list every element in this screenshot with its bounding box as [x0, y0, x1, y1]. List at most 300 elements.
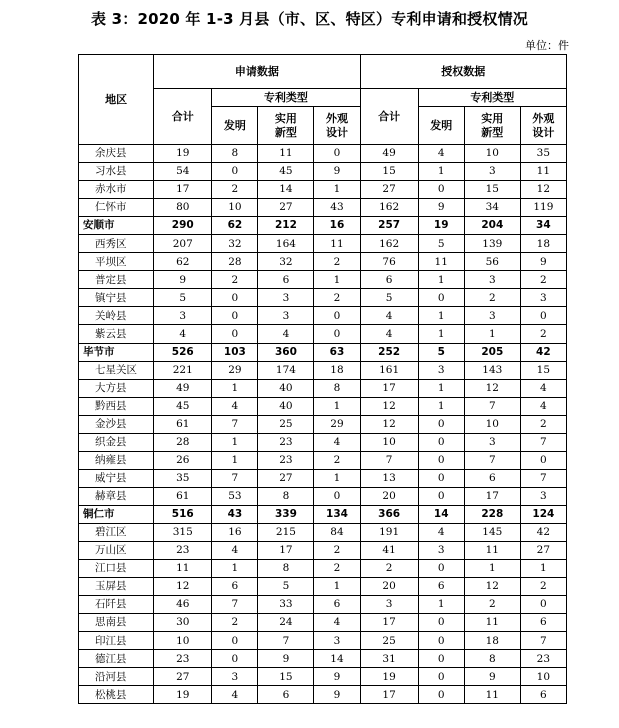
apply-value-cell: 14: [314, 650, 360, 668]
region-name-cell: 赤水市: [79, 181, 154, 199]
table-header: [79, 55, 567, 145]
apply-value-cell: 11: [258, 145, 314, 163]
apply-value-cell: 5: [258, 578, 314, 596]
table-row: [79, 415, 567, 433]
grant-value-cell: 228: [464, 505, 520, 523]
apply-value-cell: 35: [154, 469, 212, 487]
grant-value-cell: 204: [464, 217, 520, 235]
table-row: [79, 433, 567, 451]
city-row: [79, 217, 567, 235]
region-name-cell: 紫云县: [79, 325, 154, 343]
apply-value-cell: 62: [212, 217, 258, 235]
table-row: [79, 668, 567, 686]
apply-value-cell: 4: [212, 397, 258, 415]
apply-value-cell: 207: [154, 235, 212, 253]
region-name-cell: 平坝区: [79, 253, 154, 271]
apply-value-cell: 32: [258, 253, 314, 271]
apply-value-cell: 103: [212, 343, 258, 361]
apply-value-cell: 16: [314, 217, 360, 235]
apply-value-cell: 526: [154, 343, 212, 361]
apply-value-cell: 63: [314, 343, 360, 361]
region-name-cell: 安顺市: [79, 217, 154, 235]
table-row: [79, 397, 567, 415]
apply-value-cell: 1: [314, 397, 360, 415]
apply-value-cell: 0: [212, 163, 258, 181]
grant-value-cell: 10: [360, 433, 418, 451]
grant-value-cell: 1: [418, 307, 464, 325]
grant-value-cell: 2: [520, 271, 566, 289]
header-region: 地区: [79, 55, 154, 145]
apply-value-cell: 15: [258, 668, 314, 686]
table-row: [79, 650, 567, 668]
apply-value-cell: 6: [314, 596, 360, 614]
apply-value-cell: 215: [258, 523, 314, 541]
grant-value-cell: 0: [418, 181, 464, 199]
header-apply-total: 合计: [154, 89, 212, 145]
grant-value-cell: 17: [360, 379, 418, 397]
region-name-cell: 赫章县: [79, 487, 154, 505]
grant-value-cell: 42: [520, 523, 566, 541]
apply-value-cell: 9: [258, 650, 314, 668]
region-name-cell: 纳雍县: [79, 451, 154, 469]
grant-value-cell: 20: [360, 578, 418, 596]
apply-value-cell: 12: [154, 578, 212, 596]
grant-value-cell: 7: [520, 632, 566, 650]
grant-value-cell: 3: [464, 433, 520, 451]
grant-value-cell: 10: [464, 145, 520, 163]
grant-value-cell: 366: [360, 505, 418, 523]
grant-value-cell: 14: [418, 505, 464, 523]
grant-value-cell: 41: [360, 542, 418, 560]
grant-value-cell: 17: [360, 614, 418, 632]
grant-value-cell: 162: [360, 199, 418, 217]
header-apply-utility: 实用 新型: [258, 107, 314, 145]
region-name-cell: 沿河县: [79, 668, 154, 686]
grant-value-cell: 1: [464, 560, 520, 578]
grant-value-cell: 0: [418, 686, 464, 704]
apply-value-cell: 49: [154, 379, 212, 397]
grant-value-cell: 25: [360, 632, 418, 650]
region-name-cell: 威宁县: [79, 469, 154, 487]
apply-value-cell: 40: [258, 397, 314, 415]
grant-value-cell: 252: [360, 343, 418, 361]
apply-value-cell: 4: [212, 686, 258, 704]
grant-value-cell: 119: [520, 199, 566, 217]
apply-value-cell: 27: [258, 199, 314, 217]
grant-value-cell: 4: [418, 145, 464, 163]
grant-value-cell: 9: [464, 668, 520, 686]
grant-value-cell: 27: [520, 542, 566, 560]
grant-value-cell: 15: [520, 361, 566, 379]
patent-table: [78, 54, 567, 704]
apply-value-cell: 30: [154, 614, 212, 632]
grant-value-cell: 2: [520, 325, 566, 343]
grant-value-cell: 10: [520, 668, 566, 686]
header-apply-design: 外观 设计: [314, 107, 360, 145]
table-row: [79, 181, 567, 199]
apply-value-cell: 25: [258, 415, 314, 433]
apply-value-cell: 4: [154, 325, 212, 343]
grant-value-cell: 4: [360, 307, 418, 325]
grant-value-cell: 1: [418, 163, 464, 181]
grant-value-cell: 7: [464, 397, 520, 415]
apply-value-cell: 23: [154, 650, 212, 668]
apply-value-cell: 29: [314, 415, 360, 433]
apply-value-cell: 33: [258, 596, 314, 614]
apply-value-cell: 6: [258, 271, 314, 289]
apply-value-cell: 23: [258, 433, 314, 451]
grant-value-cell: 5: [418, 235, 464, 253]
header-grant: 授权数据: [360, 55, 566, 89]
table-title: 表 3：2020 年 1-3 月县（市、区、特区）专利申请和授权情况: [91, 10, 528, 28]
region-name-cell: 黔西县: [79, 397, 154, 415]
apply-value-cell: 19: [154, 686, 212, 704]
apply-value-cell: 17: [154, 181, 212, 199]
table-row: [79, 686, 567, 704]
apply-value-cell: 11: [314, 235, 360, 253]
grant-value-cell: 0: [418, 469, 464, 487]
grant-value-cell: 13: [360, 469, 418, 487]
grant-value-cell: 0: [418, 560, 464, 578]
grant-value-cell: 257: [360, 217, 418, 235]
grant-value-cell: 15: [360, 163, 418, 181]
table-row: [79, 271, 567, 289]
apply-value-cell: 5: [154, 289, 212, 307]
grant-value-cell: 2: [464, 596, 520, 614]
apply-value-cell: 7: [212, 596, 258, 614]
header-apply-invention: 发明: [212, 107, 258, 145]
table-row: [79, 145, 567, 163]
grant-value-cell: 0: [418, 614, 464, 632]
apply-value-cell: 62: [154, 253, 212, 271]
grant-value-cell: 6: [360, 271, 418, 289]
region-name-cell: 碧江区: [79, 523, 154, 541]
region-name-cell: 思南县: [79, 614, 154, 632]
grant-value-cell: 15: [464, 181, 520, 199]
apply-value-cell: 8: [212, 145, 258, 163]
apply-value-cell: 9: [314, 668, 360, 686]
grant-value-cell: 31: [360, 650, 418, 668]
grant-value-cell: 3: [520, 487, 566, 505]
grant-value-cell: 7: [360, 451, 418, 469]
grant-value-cell: 7: [520, 433, 566, 451]
grant-value-cell: 7: [520, 469, 566, 487]
apply-value-cell: 8: [258, 560, 314, 578]
apply-value-cell: 45: [154, 397, 212, 415]
apply-value-cell: 54: [154, 163, 212, 181]
grant-value-cell: 162: [360, 235, 418, 253]
grant-value-cell: 8: [464, 650, 520, 668]
apply-value-cell: 1: [314, 469, 360, 487]
apply-value-cell: 28: [212, 253, 258, 271]
region-name-cell: 西秀区: [79, 235, 154, 253]
grant-value-cell: 139: [464, 235, 520, 253]
grant-value-cell: 10: [464, 415, 520, 433]
apply-value-cell: 19: [154, 145, 212, 163]
table-row: [79, 523, 567, 541]
region-name-cell: 德江县: [79, 650, 154, 668]
grant-value-cell: 1: [418, 271, 464, 289]
grant-value-cell: 23: [520, 650, 566, 668]
table-row: [79, 235, 567, 253]
grant-value-cell: 161: [360, 361, 418, 379]
apply-value-cell: 11: [154, 560, 212, 578]
apply-value-cell: 7: [258, 632, 314, 650]
grant-value-cell: 124: [520, 505, 566, 523]
table-row: [79, 560, 567, 578]
apply-value-cell: 1: [314, 578, 360, 596]
grant-value-cell: 6: [464, 469, 520, 487]
apply-value-cell: 174: [258, 361, 314, 379]
grant-value-cell: 4: [520, 397, 566, 415]
apply-value-cell: 2: [314, 560, 360, 578]
grant-value-cell: 0: [418, 415, 464, 433]
grant-value-cell: 20: [360, 487, 418, 505]
apply-value-cell: 2: [212, 271, 258, 289]
apply-value-cell: 0: [212, 307, 258, 325]
region-name-cell: 习水县: [79, 163, 154, 181]
apply-value-cell: 61: [154, 487, 212, 505]
apply-value-cell: 2: [212, 614, 258, 632]
region-name-cell: 镇宁县: [79, 289, 154, 307]
grant-value-cell: 2: [520, 415, 566, 433]
apply-value-cell: 17: [258, 542, 314, 560]
grant-value-cell: 0: [418, 289, 464, 307]
header-grant-total: 合计: [360, 89, 418, 145]
grant-value-cell: 0: [520, 596, 566, 614]
apply-value-cell: 212: [258, 217, 314, 235]
apply-value-cell: 23: [154, 542, 212, 560]
header-grant-invention: 发明: [418, 107, 464, 145]
apply-value-cell: 2: [314, 451, 360, 469]
apply-value-cell: 7: [212, 415, 258, 433]
grant-value-cell: 3: [464, 307, 520, 325]
region-name-cell: 松桃县: [79, 686, 154, 704]
apply-value-cell: 0: [212, 650, 258, 668]
region-name-cell: 玉屏县: [79, 578, 154, 596]
grant-value-cell: 27: [360, 181, 418, 199]
grant-value-cell: 56: [464, 253, 520, 271]
grant-value-cell: 0: [418, 487, 464, 505]
table-row: [79, 253, 567, 271]
grant-value-cell: 0: [520, 451, 566, 469]
grant-value-cell: 0: [418, 650, 464, 668]
table-row: [79, 163, 567, 181]
grant-value-cell: 17: [360, 686, 418, 704]
apply-value-cell: 46: [154, 596, 212, 614]
apply-value-cell: 53: [212, 487, 258, 505]
grant-value-cell: 0: [418, 433, 464, 451]
grant-value-cell: 11: [464, 542, 520, 560]
apply-value-cell: 0: [212, 289, 258, 307]
apply-value-cell: 24: [258, 614, 314, 632]
apply-value-cell: 8: [314, 379, 360, 397]
grant-value-cell: 12: [464, 379, 520, 397]
grant-value-cell: 34: [464, 199, 520, 217]
apply-value-cell: 516: [154, 505, 212, 523]
grant-value-cell: 1: [418, 325, 464, 343]
apply-value-cell: 7: [212, 469, 258, 487]
apply-value-cell: 3: [258, 289, 314, 307]
grant-value-cell: 11: [464, 686, 520, 704]
grant-value-cell: 3: [464, 271, 520, 289]
apply-value-cell: 32: [212, 235, 258, 253]
apply-value-cell: 9: [314, 163, 360, 181]
grant-value-cell: 1: [418, 596, 464, 614]
grant-value-cell: 2: [464, 289, 520, 307]
apply-value-cell: 18: [314, 361, 360, 379]
apply-value-cell: 2: [314, 289, 360, 307]
region-name-cell: 普定县: [79, 271, 154, 289]
table-row: [79, 596, 567, 614]
apply-value-cell: 2: [212, 181, 258, 199]
apply-value-cell: 43: [314, 199, 360, 217]
grant-value-cell: 191: [360, 523, 418, 541]
grant-value-cell: 11: [520, 163, 566, 181]
grant-value-cell: 9: [418, 199, 464, 217]
grant-value-cell: 4: [360, 325, 418, 343]
header-grant-design: 外观 设计: [520, 107, 566, 145]
apply-value-cell: 360: [258, 343, 314, 361]
grant-value-cell: 3: [418, 361, 464, 379]
apply-value-cell: 8: [258, 487, 314, 505]
table-row: [79, 542, 567, 560]
grant-value-cell: 12: [360, 415, 418, 433]
apply-value-cell: 290: [154, 217, 212, 235]
apply-value-cell: 61: [154, 415, 212, 433]
apply-value-cell: 26: [154, 451, 212, 469]
region-name-cell: 万山区: [79, 542, 154, 560]
apply-value-cell: 3: [154, 307, 212, 325]
apply-value-cell: 40: [258, 379, 314, 397]
apply-value-cell: 0: [212, 632, 258, 650]
table-row: [79, 199, 567, 217]
region-name-cell: 仁怀市: [79, 199, 154, 217]
region-name-cell: 七星关区: [79, 361, 154, 379]
region-name-cell: 石阡县: [79, 596, 154, 614]
grant-value-cell: 3: [360, 596, 418, 614]
apply-value-cell: 9: [314, 686, 360, 704]
grant-value-cell: 0: [418, 451, 464, 469]
apply-value-cell: 4: [258, 325, 314, 343]
apply-value-cell: 10: [212, 199, 258, 217]
grant-value-cell: 12: [520, 181, 566, 199]
apply-value-cell: 9: [154, 271, 212, 289]
table-row: [79, 307, 567, 325]
apply-value-cell: 0: [314, 325, 360, 343]
grant-value-cell: 0: [418, 632, 464, 650]
grant-value-cell: 17: [464, 487, 520, 505]
region-name-cell: 大方县: [79, 379, 154, 397]
grant-value-cell: 18: [464, 632, 520, 650]
grant-value-cell: 12: [360, 397, 418, 415]
apply-value-cell: 0: [314, 487, 360, 505]
grant-value-cell: 19: [360, 668, 418, 686]
apply-value-cell: 14: [258, 181, 314, 199]
apply-value-cell: 1: [314, 271, 360, 289]
apply-value-cell: 2: [314, 542, 360, 560]
grant-value-cell: 5: [360, 289, 418, 307]
apply-value-cell: 221: [154, 361, 212, 379]
apply-value-cell: 27: [154, 668, 212, 686]
grant-value-cell: 11: [418, 253, 464, 271]
apply-value-cell: 1: [314, 181, 360, 199]
apply-value-cell: 16: [212, 523, 258, 541]
grant-value-cell: 0: [418, 668, 464, 686]
grant-value-cell: 6: [520, 614, 566, 632]
table-row: [79, 379, 567, 397]
apply-value-cell: 164: [258, 235, 314, 253]
apply-value-cell: 27: [258, 469, 314, 487]
grant-value-cell: 19: [418, 217, 464, 235]
apply-value-cell: 0: [314, 145, 360, 163]
region-name-cell: 印江县: [79, 632, 154, 650]
grant-value-cell: 7: [464, 451, 520, 469]
grant-value-cell: 1: [520, 560, 566, 578]
grant-value-cell: 3: [418, 542, 464, 560]
apply-value-cell: 6: [258, 686, 314, 704]
grant-value-cell: 34: [520, 217, 566, 235]
header-apply-type: 专利类型: [212, 89, 360, 107]
grant-value-cell: 1: [418, 379, 464, 397]
grant-value-cell: 76: [360, 253, 418, 271]
table-row: [79, 451, 567, 469]
region-name-cell: 金沙县: [79, 415, 154, 433]
apply-value-cell: 4: [212, 542, 258, 560]
grant-value-cell: 145: [464, 523, 520, 541]
grant-value-cell: 6: [418, 578, 464, 596]
apply-value-cell: 315: [154, 523, 212, 541]
grant-value-cell: 9: [520, 253, 566, 271]
apply-value-cell: 0: [212, 325, 258, 343]
apply-value-cell: 23: [258, 451, 314, 469]
region-name-cell: 江口县: [79, 560, 154, 578]
grant-value-cell: 4: [520, 379, 566, 397]
grant-value-cell: 3: [464, 163, 520, 181]
region-name-cell: 毕节市: [79, 343, 154, 361]
table-row: [79, 578, 567, 596]
apply-value-cell: 1: [212, 433, 258, 451]
apply-value-cell: 2: [314, 253, 360, 271]
grant-value-cell: 12: [464, 578, 520, 596]
apply-value-cell: 4: [314, 614, 360, 632]
grant-value-cell: 42: [520, 343, 566, 361]
header-grant-type: 专利类型: [418, 89, 566, 107]
unit-label: 单位：件: [525, 39, 569, 52]
table-row: [79, 614, 567, 632]
table-row: [79, 325, 567, 343]
header-grant-utility: 实用 新型: [464, 107, 520, 145]
apply-value-cell: 1: [212, 451, 258, 469]
apply-value-cell: 84: [314, 523, 360, 541]
grant-value-cell: 35: [520, 145, 566, 163]
grant-value-cell: 5: [418, 343, 464, 361]
table-row: [79, 487, 567, 505]
grant-value-cell: 1: [418, 397, 464, 415]
apply-value-cell: 3: [314, 632, 360, 650]
grant-value-cell: 205: [464, 343, 520, 361]
table-body: [79, 145, 567, 704]
grant-value-cell: 2: [520, 578, 566, 596]
grant-value-cell: 1: [464, 325, 520, 343]
apply-value-cell: 0: [314, 307, 360, 325]
apply-value-cell: 10: [154, 632, 212, 650]
city-row: [79, 505, 567, 523]
grant-value-cell: 49: [360, 145, 418, 163]
grant-value-cell: 4: [418, 523, 464, 541]
apply-value-cell: 80: [154, 199, 212, 217]
grant-value-cell: 2: [360, 560, 418, 578]
